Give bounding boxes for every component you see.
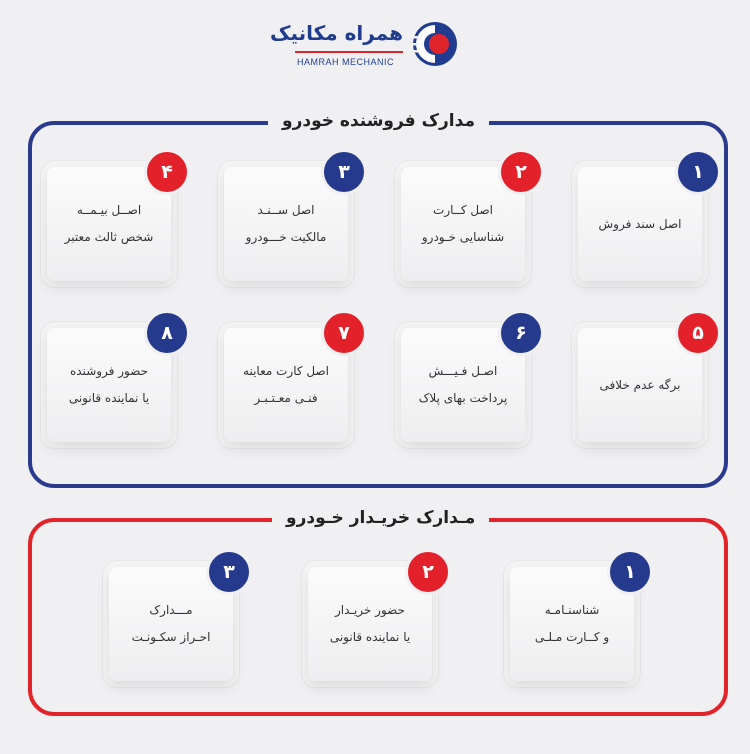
logo-mark-icon xyxy=(410,19,460,69)
number-badge: ۵ xyxy=(675,310,721,356)
card-line-1: حضور فروشنده xyxy=(69,364,149,378)
card-line-2: احـراز سکـونـت xyxy=(131,630,211,644)
card-line-2: یا نماینده قانونی xyxy=(329,630,411,644)
number-badge: ۱ xyxy=(607,549,653,595)
card-text xyxy=(588,167,692,281)
card-text xyxy=(119,567,223,681)
number-badge: ۸ xyxy=(144,310,190,356)
card-line-1: اصل کارت معاینه xyxy=(243,364,329,378)
seller-section-title: مدارک فروشنده خودرو xyxy=(268,111,489,131)
card-line-1: اصل ســنـد xyxy=(257,203,315,217)
card-line-1: شناسنـامـه xyxy=(544,603,600,617)
card-line-2: یا نماینده قانونی xyxy=(68,391,150,405)
card-line-1: برگه عدم خلافی xyxy=(599,377,681,392)
card-line-2: شخص ثالث معتبر xyxy=(64,230,154,244)
brand-name-fa: همراه مکانیک xyxy=(269,21,403,45)
card-text xyxy=(57,328,161,442)
number-badge: ۳ xyxy=(206,549,252,595)
brand-underline xyxy=(295,51,403,53)
card-line-2: و کــارت مـلـی xyxy=(534,630,610,644)
number-badge: ۷ xyxy=(321,310,367,356)
card-line-2: مالکیت خـــودرو xyxy=(245,230,327,244)
card-text xyxy=(411,167,515,281)
card-line-1: اصل سند فروش xyxy=(598,216,682,231)
number-badge: ۱ xyxy=(675,149,721,195)
number-badge: ۴ xyxy=(144,149,190,195)
number-badge: ۶ xyxy=(498,310,544,356)
card-text xyxy=(57,167,161,281)
card-line-1: حضور خریـدار xyxy=(335,603,405,617)
buyer-section-title: مـدارک خریـدار خـودرو xyxy=(272,508,489,528)
card-line-1: مـــدارک xyxy=(149,603,193,617)
brand-logo xyxy=(269,13,475,73)
brand-name-en: HAMRAH MECHANIC xyxy=(297,57,395,67)
card-line-1: اصـل فـیـــش xyxy=(428,364,498,378)
number-badge: ۲ xyxy=(498,149,544,195)
card-text xyxy=(234,167,338,281)
card-line-1: اصل کــارت xyxy=(433,203,493,217)
card-text xyxy=(411,328,515,442)
card-line-2: پرداخت بهای پلاک xyxy=(418,391,508,405)
card-text xyxy=(234,328,338,442)
card-line-1: اصــل بیـمــه xyxy=(76,203,142,217)
card-text xyxy=(588,328,692,442)
card-text xyxy=(318,567,422,681)
number-badge: ۳ xyxy=(321,149,367,195)
number-badge: ۲ xyxy=(405,549,451,595)
card-line-2: فنـی معـتـبـر xyxy=(254,391,318,405)
card-text xyxy=(520,567,624,681)
card-line-2: شناسایی خـودرو xyxy=(421,230,505,244)
